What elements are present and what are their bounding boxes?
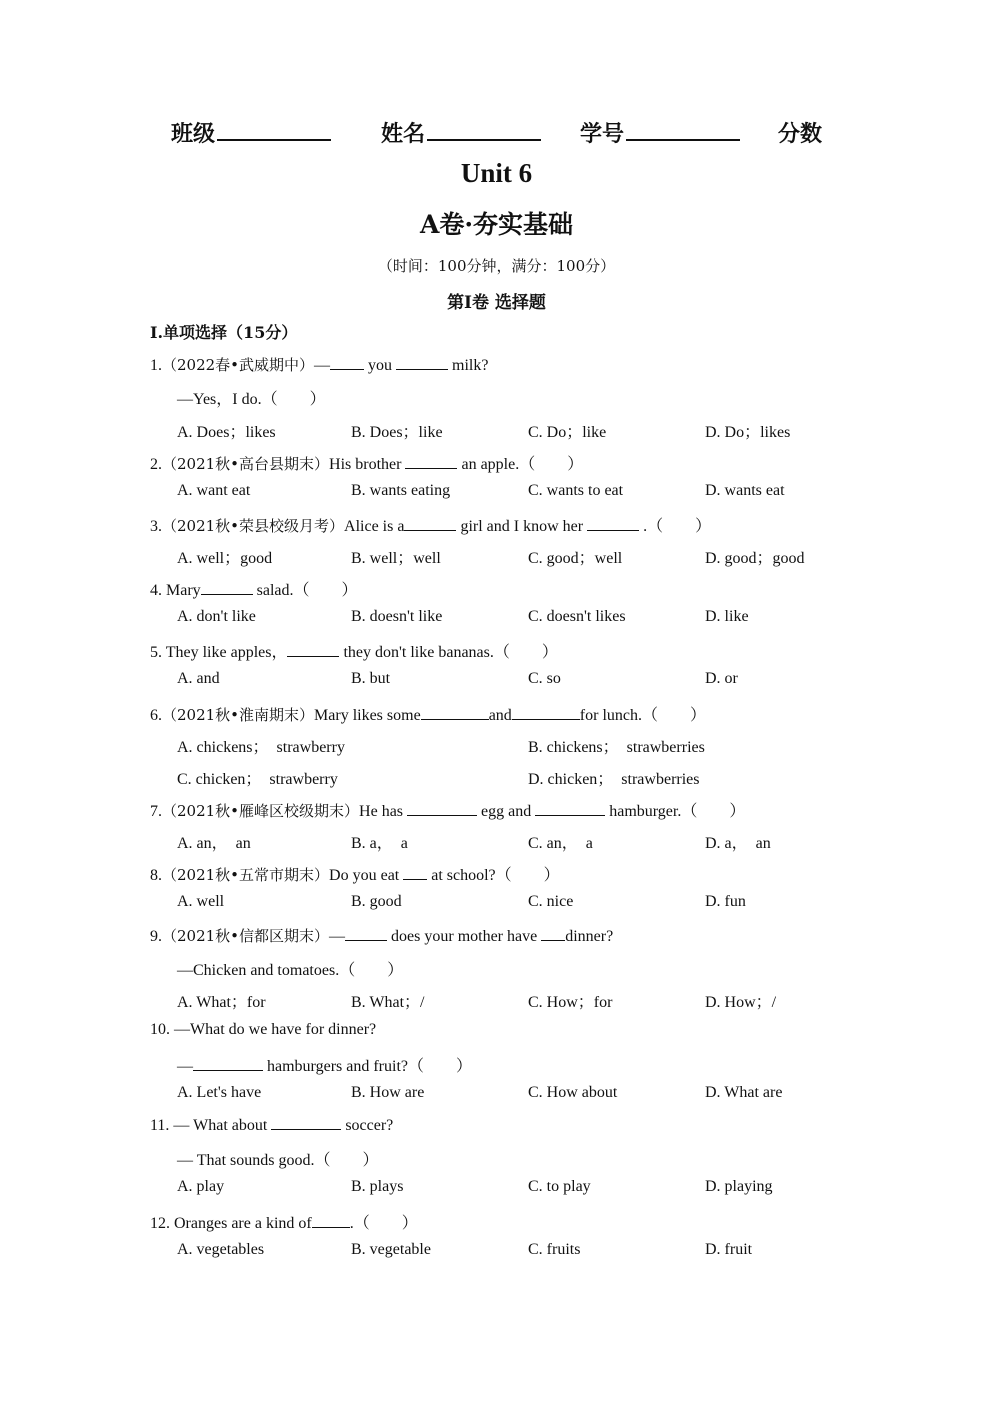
- question-text: —: [177, 1058, 193, 1075]
- question-text: hamburgers and fruit?（ ）: [267, 1058, 472, 1075]
- option-d[interactable]: D. playing: [705, 1178, 773, 1195]
- question-6-options-row1: [0, 734, 993, 764]
- question-3: [150, 513, 870, 543]
- option-c[interactable]: C. How；for: [528, 994, 613, 1011]
- option-a[interactable]: A. What；for: [177, 994, 266, 1011]
- name-field: [381, 117, 541, 148]
- question-2: [150, 451, 870, 481]
- question-source: （2021秋•高台县期末）: [162, 455, 330, 473]
- question-3-options: [0, 545, 993, 575]
- option-d[interactable]: D. wants eat: [705, 482, 785, 499]
- question-number: 11.: [150, 1117, 170, 1134]
- question-5: [150, 639, 870, 669]
- answer-blank: [403, 865, 427, 880]
- question-text: and: [488, 707, 512, 724]
- question-number: 7.: [150, 803, 162, 820]
- question-text: dinner?: [565, 928, 614, 945]
- option-a[interactable]: A. well；good: [177, 550, 273, 567]
- question-text: Alice is a: [344, 518, 405, 535]
- question-text: salad.（ ）: [256, 582, 358, 599]
- answer-blank: [330, 355, 364, 370]
- answer-blank: [193, 1056, 263, 1071]
- option-d[interactable]: D. or: [705, 670, 738, 687]
- class-blank: [217, 119, 331, 141]
- section-title: I.单项选择（15分）: [150, 323, 298, 342]
- question-number: 10.: [150, 1021, 170, 1038]
- option-c[interactable]: C. doesn't likes: [528, 608, 626, 625]
- question-10-reply: [177, 1053, 897, 1083]
- question-4: [150, 577, 870, 607]
- question-source: （2021秋•五常市期末）: [162, 866, 330, 884]
- question-text: — What about: [173, 1117, 268, 1134]
- question-7: [150, 798, 870, 828]
- question-8: [150, 862, 870, 892]
- question-5-options: [0, 670, 993, 700]
- question-10-options: [0, 1084, 993, 1114]
- answer-blank: [312, 1213, 350, 1228]
- score-field: [778, 117, 822, 148]
- option-b[interactable]: B. chickens； strawberries: [528, 739, 705, 756]
- option-b[interactable]: B. but: [351, 670, 391, 687]
- answer-blank: [396, 355, 448, 370]
- question-text: Mary likes some: [314, 707, 421, 724]
- question-source: （2021秋•淮南期末）: [162, 706, 315, 724]
- option-d[interactable]: D. chicken； strawberries: [528, 771, 700, 788]
- question-text: they don't like bananas.（ ）: [343, 644, 558, 661]
- question-number: 6.: [150, 707, 162, 724]
- question-1-options: [0, 419, 993, 449]
- question-text: Do you eat: [329, 867, 400, 884]
- unit-title: Unit 6: [460, 158, 533, 188]
- question-text: at school?（ ）: [431, 867, 560, 884]
- question-text: girl and I know her: [460, 518, 584, 535]
- answer-blank: [404, 516, 456, 531]
- student-id-field: [580, 117, 740, 148]
- question-text: does your mother have: [391, 928, 538, 945]
- question-7-options: [0, 830, 993, 860]
- option-d[interactable]: D. fun: [705, 893, 746, 910]
- option-c[interactable]: C. to play: [528, 1178, 591, 1195]
- option-b[interactable]: B. vegetable: [351, 1241, 431, 1258]
- question-12-options: [0, 1241, 993, 1271]
- answer-blank: [421, 705, 489, 720]
- answer-blank: [535, 801, 605, 816]
- student-id-label: 学号: [580, 122, 625, 147]
- question-6: [150, 702, 870, 732]
- option-d[interactable]: D. Do；likes: [705, 424, 791, 441]
- question-text: .（ ）: [349, 1215, 418, 1232]
- question-number: 3.: [150, 518, 162, 535]
- question-11: [150, 1115, 870, 1145]
- question-number: 9.: [150, 928, 162, 945]
- option-c[interactable]: C. wants to eat: [528, 482, 624, 499]
- question-text: .（ ）: [643, 518, 712, 535]
- question-number: 8.: [150, 867, 162, 884]
- option-a[interactable]: A. don't like: [177, 608, 256, 625]
- question-9-options: [0, 989, 993, 1019]
- option-b[interactable]: B. How are: [351, 1084, 425, 1101]
- option-a[interactable]: A. well: [177, 893, 225, 910]
- option-c[interactable]: C. How about: [528, 1084, 618, 1101]
- question-4-options: [0, 608, 993, 638]
- question-11-options: [0, 1178, 993, 1208]
- question-10: [150, 1021, 870, 1051]
- option-b[interactable]: B. Does；like: [351, 424, 443, 441]
- question-text: hamburger.（ ）: [609, 803, 746, 820]
- option-c[interactable]: C. Do；like: [528, 424, 607, 441]
- question-12: [150, 1210, 870, 1240]
- question-text: milk?: [452, 357, 489, 374]
- answer-blank: [201, 580, 253, 595]
- option-a[interactable]: A. chickens； strawberry: [177, 739, 345, 756]
- question-text: an apple.（ ）: [461, 456, 584, 473]
- question-number: 5.: [150, 644, 162, 661]
- question-number: 1.: [150, 357, 162, 374]
- answer-blank: [345, 926, 387, 941]
- question-9-reply: —Chicken and tomatoes.（ ）: [177, 962, 404, 979]
- option-c[interactable]: C. nice: [528, 893, 574, 910]
- option-b[interactable]: B. What；/: [351, 994, 425, 1011]
- question-source: （2022春•武威期中）: [162, 356, 315, 374]
- answer-blank: [587, 516, 639, 531]
- question-11-reply: — That sounds good.（ ）: [177, 1152, 379, 1169]
- paper-title: A卷·夯实基础: [419, 210, 574, 239]
- option-d[interactable]: D. fruit: [705, 1241, 753, 1258]
- answer-blank: [287, 642, 339, 657]
- question-source: （2021秋•荣县校级月考）: [162, 517, 345, 535]
- option-a[interactable]: A. want eat: [177, 482, 251, 499]
- question-text: —What do we have for dinner?: [174, 1021, 377, 1038]
- option-a[interactable]: A. Let's have: [177, 1084, 262, 1101]
- answer-blank: [407, 801, 477, 816]
- question-9: [150, 925, 870, 955]
- time-note: （时间：100分钟，满分：100分）: [377, 257, 616, 275]
- answer-blank: [541, 926, 565, 941]
- option-b[interactable]: B. plays: [351, 1178, 404, 1195]
- option-d[interactable]: D. What are: [705, 1084, 783, 1101]
- class-field: [171, 117, 331, 148]
- option-b[interactable]: B. wants eating: [351, 482, 451, 499]
- option-d[interactable]: D. good；good: [705, 550, 805, 567]
- question-6-options-row2: [0, 766, 993, 796]
- student-info-row: [0, 117, 993, 151]
- answer-blank: [405, 454, 457, 469]
- question-number: 12.: [150, 1215, 170, 1232]
- question-text: His brother: [329, 456, 402, 473]
- question-text: He has: [359, 803, 404, 820]
- question-text: —: [314, 357, 331, 374]
- option-d[interactable]: D. a， an: [705, 835, 771, 852]
- question-1-reply: —Yes，I do.（ ）: [177, 391, 326, 408]
- question-1: [150, 354, 870, 384]
- option-a[interactable]: A. play: [177, 1178, 225, 1195]
- question-text: soccer?: [345, 1117, 394, 1134]
- question-text: for lunch.（ ）: [579, 707, 707, 724]
- question-text: Mary: [166, 582, 201, 599]
- option-b[interactable]: B. a， a: [351, 835, 408, 852]
- option-a[interactable]: A. Does；likes: [177, 424, 276, 441]
- question-text: you: [368, 357, 393, 374]
- student-id-blank: [626, 119, 740, 141]
- option-b[interactable]: B. well；well: [351, 550, 441, 567]
- question-text: Oranges are a kind of: [174, 1215, 312, 1232]
- question-text: They like apples，: [165, 644, 288, 661]
- name-label: 姓名: [381, 122, 426, 147]
- question-text: egg and: [481, 803, 532, 820]
- question-2-options: [0, 482, 993, 512]
- option-d[interactable]: D. How；/: [705, 994, 777, 1011]
- question-number: 2.: [150, 456, 162, 473]
- option-c[interactable]: C. chicken； strawberry: [177, 771, 338, 788]
- option-a[interactable]: A. and: [177, 670, 220, 687]
- option-c[interactable]: C. fruits: [528, 1241, 581, 1258]
- option-b[interactable]: B. doesn't like: [351, 608, 443, 625]
- option-a[interactable]: A. an， an: [177, 835, 251, 852]
- option-c[interactable]: C. so: [528, 670, 561, 687]
- question-number: 4.: [150, 582, 162, 599]
- question-text: —: [329, 928, 346, 945]
- option-a[interactable]: A. vegetables: [177, 1241, 265, 1258]
- question-8-options: [0, 893, 993, 923]
- name-blank: [427, 119, 541, 141]
- question-source: （2021秋•信都区期末）: [162, 927, 330, 945]
- option-b[interactable]: B. good: [351, 893, 402, 910]
- answer-blank: [271, 1115, 341, 1130]
- question-source: （2021秋•雁峰区校级期末）: [162, 802, 360, 820]
- option-c[interactable]: C. an， a: [528, 835, 593, 852]
- class-label: 班级: [171, 122, 216, 147]
- option-c[interactable]: C. good；well: [528, 550, 623, 567]
- score-label: 分数: [778, 122, 823, 147]
- volume-title: 第Ⅰ卷 选择题: [447, 293, 546, 313]
- answer-blank: [512, 705, 580, 720]
- option-d[interactable]: D. like: [705, 608, 749, 625]
